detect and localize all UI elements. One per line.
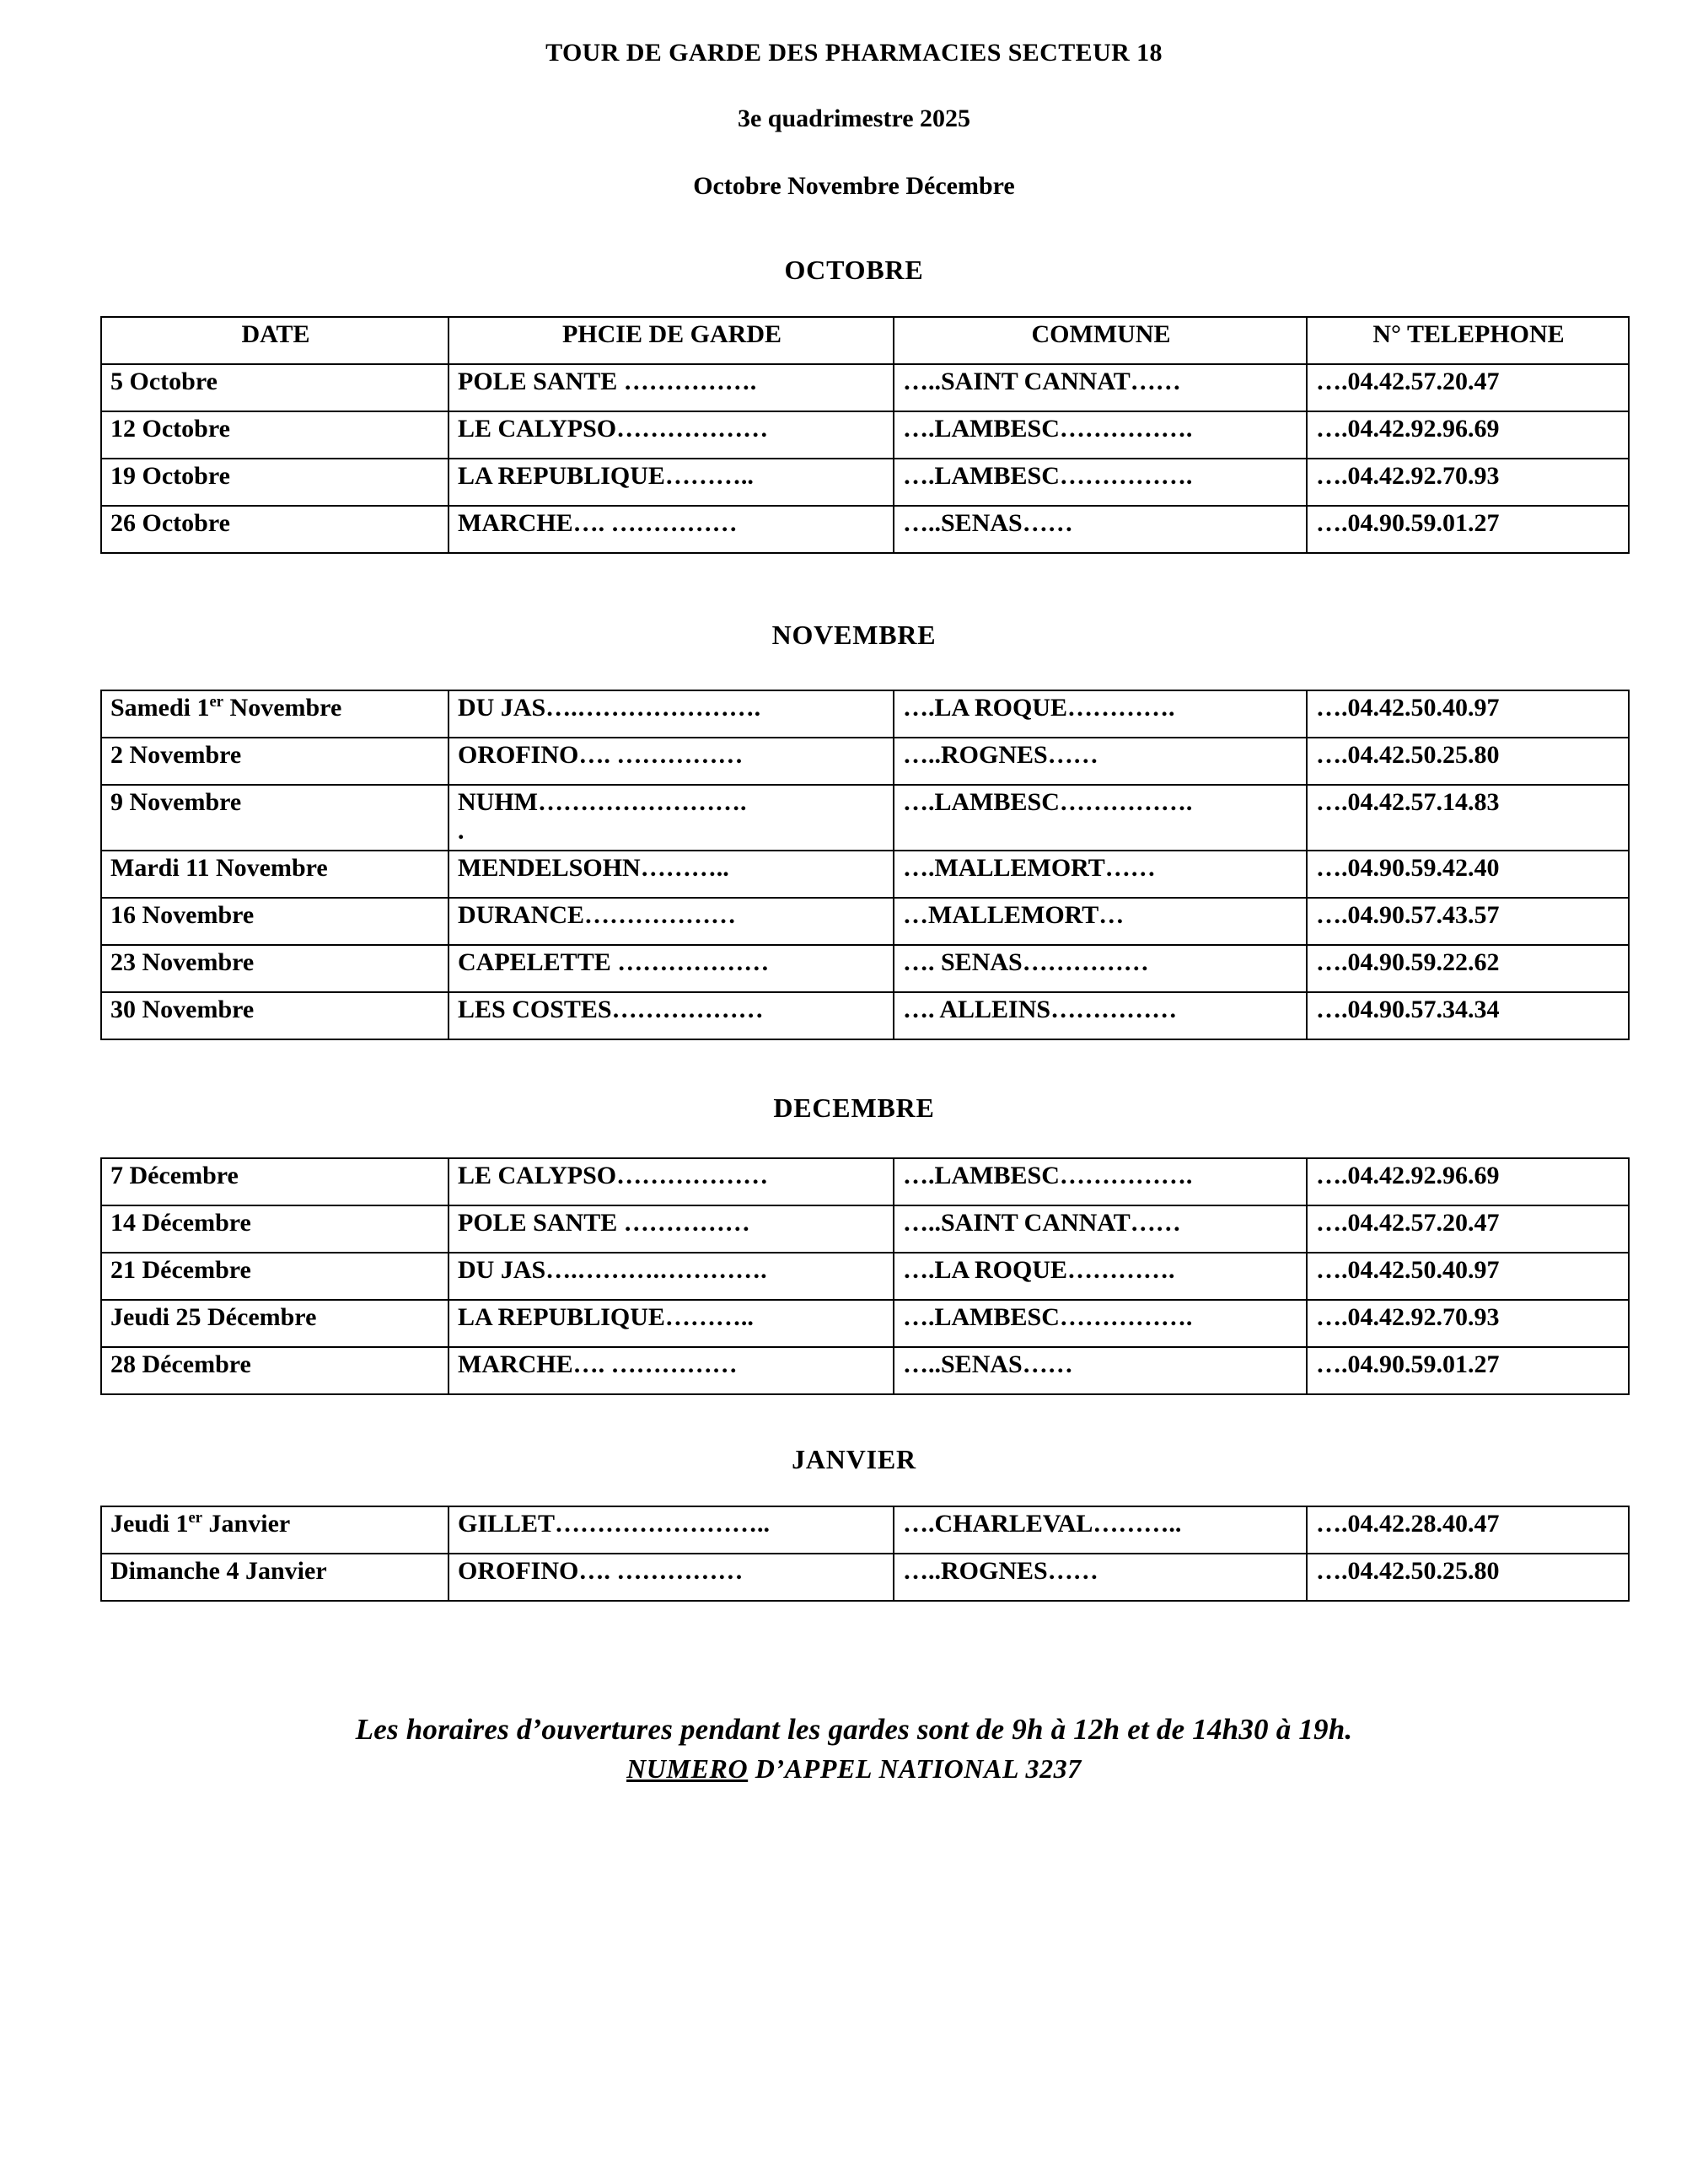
cell-commune: ….LAMBESC……………. [894, 459, 1307, 506]
cell-commune: ….LAMBESC……………. [894, 1300, 1307, 1347]
cell-date: 19 Octobre [101, 459, 448, 506]
table-row [101, 1554, 1629, 1601]
table-row [101, 690, 1629, 738]
cell-date: 26 Octobre [101, 506, 448, 553]
cell-commune: …..SAINT CANNAT…… [894, 364, 1307, 411]
section-heading-december: DECEMBRE [773, 1092, 935, 1123]
schedule-table-november [100, 690, 1630, 1040]
section-heading-november: NOVEMBRE [771, 620, 937, 650]
table-row [101, 1300, 1629, 1347]
cell-date: Jeudi 25 Décembre [101, 1300, 448, 1347]
cell-date [101, 1506, 448, 1554]
cell-date: Dimanche 4 Janvier [101, 1554, 448, 1601]
footer-notes [99, 1713, 1609, 1785]
cell-pharmacy: POLE SANTE ……………. [448, 364, 894, 411]
table-row [101, 411, 1629, 459]
cell-pharmacy-text: NUHM……………………. [458, 788, 747, 816]
document-subtitle-months: Octobre Novembre Décembre [693, 172, 1015, 200]
national-number-value: D’APPEL NATIONAL 3237 [748, 1753, 1082, 1784]
cell-date: 28 Décembre [101, 1347, 448, 1394]
cell-commune: ….LAMBESC……………. [894, 785, 1307, 851]
cell-pharmacy: LA REPUBLIQUE……….. [448, 459, 894, 506]
cell-commune: ….LAMBESC……………. [894, 411, 1307, 459]
cell-pharmacy: CAPELETTE ……………… [448, 945, 894, 992]
cell-pharmacy: LE CALYPSO……………… [448, 1158, 894, 1205]
table-row [101, 1253, 1629, 1300]
cell-date [101, 690, 448, 738]
table-row [101, 1158, 1629, 1205]
section-heading-october: OCTOBRE [784, 255, 924, 285]
cell-date-spacer [110, 817, 441, 845]
cell-date-prefix: Jeudi 1 [110, 1509, 189, 1538]
cell-date: 12 Octobre [101, 411, 448, 459]
cell-commune: …..ROGNES…… [894, 738, 1307, 785]
cell-phone: ….04.42.28.40.47 [1307, 1506, 1629, 1554]
table-row [101, 785, 1629, 851]
table-row [101, 506, 1629, 553]
cell-phone: ….04.90.59.42.40 [1307, 851, 1629, 898]
table-row [101, 1506, 1629, 1554]
cell-pharmacy: OROFINO…. …………… [448, 1554, 894, 1601]
column-header-phone: N° TELEPHONE [1307, 317, 1629, 364]
cell-phone: ….04.90.59.01.27 [1307, 506, 1629, 553]
cell-date: 16 Novembre [101, 898, 448, 945]
table-header-row [101, 317, 1629, 364]
schedule-table-october [100, 316, 1630, 554]
cell-pharmacy: MARCHE…. …………… [448, 506, 894, 553]
cell-phone: ….04.42.92.70.93 [1307, 1300, 1629, 1347]
cell-date-text: 9 Novembre [110, 788, 242, 816]
cell-commune: …..SAINT CANNAT…… [894, 1205, 1307, 1253]
cell-pharmacy: DURANCE……………… [448, 898, 894, 945]
table-row [101, 1347, 1629, 1394]
cell-date-suffix: Janvier [202, 1509, 291, 1538]
cell-date: 23 Novembre [101, 945, 448, 992]
cell-date: 5 Octobre [101, 364, 448, 411]
cell-phone: ….04.90.57.43.57 [1307, 898, 1629, 945]
cell-date-suffix: Novembre [223, 694, 342, 722]
schedule-table-december [100, 1157, 1630, 1395]
table-row [101, 459, 1629, 506]
cell-date-ordinal: er [188, 1508, 203, 1527]
cell-phone: ….04.42.57.20.47 [1307, 364, 1629, 411]
table-row [101, 898, 1629, 945]
table-row [101, 992, 1629, 1039]
cell-commune: ….LAMBESC……………. [894, 1158, 1307, 1205]
cell-date: 2 Novembre [101, 738, 448, 785]
table-row [101, 1205, 1629, 1253]
cell-commune: ….LA ROQUE…………. [894, 1253, 1307, 1300]
cell-phone: ….04.42.57.20.47 [1307, 1205, 1629, 1253]
cell-pharmacy: GILLET…………………….. [448, 1506, 894, 1554]
table-row [101, 364, 1629, 411]
cell-pharmacy-subtext: . [458, 816, 465, 845]
table-row [101, 945, 1629, 992]
page-title: TOUR DE GARDE DES PHARMACIES SECTEUR 18 [545, 39, 1163, 67]
cell-commune: …..ROGNES…… [894, 1554, 1307, 1601]
cell-pharmacy [448, 785, 894, 851]
cell-pharmacy: OROFINO…. …………… [448, 738, 894, 785]
cell-pharmacy: DU JAS….……….…………. [448, 1253, 894, 1300]
section-heading-january: JANVIER [792, 1443, 916, 1474]
cell-phone: ….04.42.50.25.80 [1307, 1554, 1629, 1601]
cell-phone: ….04.42.92.96.69 [1307, 411, 1629, 459]
cell-phone: ….04.42.50.40.97 [1307, 690, 1629, 738]
cell-commune: ….LA ROQUE…………. [894, 690, 1307, 738]
cell-phone: ….04.90.57.34.34 [1307, 992, 1629, 1039]
opening-hours-note: Les horaires d’ouvertures pendant les gardes sont de 9h à 12h et de 14h30 à 19h. [355, 1712, 1353, 1746]
national-number-label: NUMERO [626, 1753, 749, 1784]
cell-phone: ….04.42.92.70.93 [1307, 459, 1629, 506]
cell-commune: ….CHARLEVAL……….. [894, 1506, 1307, 1554]
cell-phone: ….04.42.57.14.83 [1307, 785, 1629, 851]
cell-pharmacy: MARCHE…. …………… [448, 1347, 894, 1394]
cell-pharmacy: LES COSTES……………… [448, 992, 894, 1039]
cell-pharmacy: MENDELSOHN……….. [448, 851, 894, 898]
cell-pharmacy: POLE SANTE …………… [448, 1205, 894, 1253]
cell-commune: …..SENAS…… [894, 1347, 1307, 1394]
cell-phone: ….04.90.59.22.62 [1307, 945, 1629, 992]
table-row [101, 738, 1629, 785]
cell-date: Mardi 11 Novembre [101, 851, 448, 898]
column-header-pharmacy: PHCIE DE GARDE [448, 317, 894, 364]
cell-phone: ….04.42.50.40.97 [1307, 1253, 1629, 1300]
cell-date-prefix: Samedi 1 [110, 694, 210, 722]
cell-commune: …. SENAS…………… [894, 945, 1307, 992]
cell-commune: …. ALLEINS…………… [894, 992, 1307, 1039]
cell-phone: ….04.42.92.96.69 [1307, 1158, 1629, 1205]
cell-date: 14 Décembre [101, 1205, 448, 1253]
cell-pharmacy: LA REPUBLIQUE……….. [448, 1300, 894, 1347]
cell-date: 21 Décembre [101, 1253, 448, 1300]
national-number-note [99, 1753, 1609, 1785]
cell-phone: ….04.42.50.25.80 [1307, 738, 1629, 785]
cell-phone: ….04.90.59.01.27 [1307, 1347, 1629, 1394]
cell-date: 30 Novembre [101, 992, 448, 1039]
document-subtitle: 3e quadrimestre 2025 [737, 105, 971, 132]
cell-date-ordinal: er [209, 693, 224, 711]
cell-commune: …..SENAS…… [894, 506, 1307, 553]
cell-pharmacy: DU JAS….…………………. [448, 690, 894, 738]
cell-pharmacy: LE CALYPSO……………… [448, 411, 894, 459]
column-header-date: DATE [101, 317, 448, 364]
cell-date: 7 Décembre [101, 1158, 448, 1205]
cell-date [101, 785, 448, 851]
cell-commune: …MALLEMORT… [894, 898, 1307, 945]
schedule-table-january [100, 1506, 1630, 1602]
cell-commune: ….MALLEMORT…… [894, 851, 1307, 898]
table-row [101, 851, 1629, 898]
column-header-commune: COMMUNE [894, 317, 1307, 364]
